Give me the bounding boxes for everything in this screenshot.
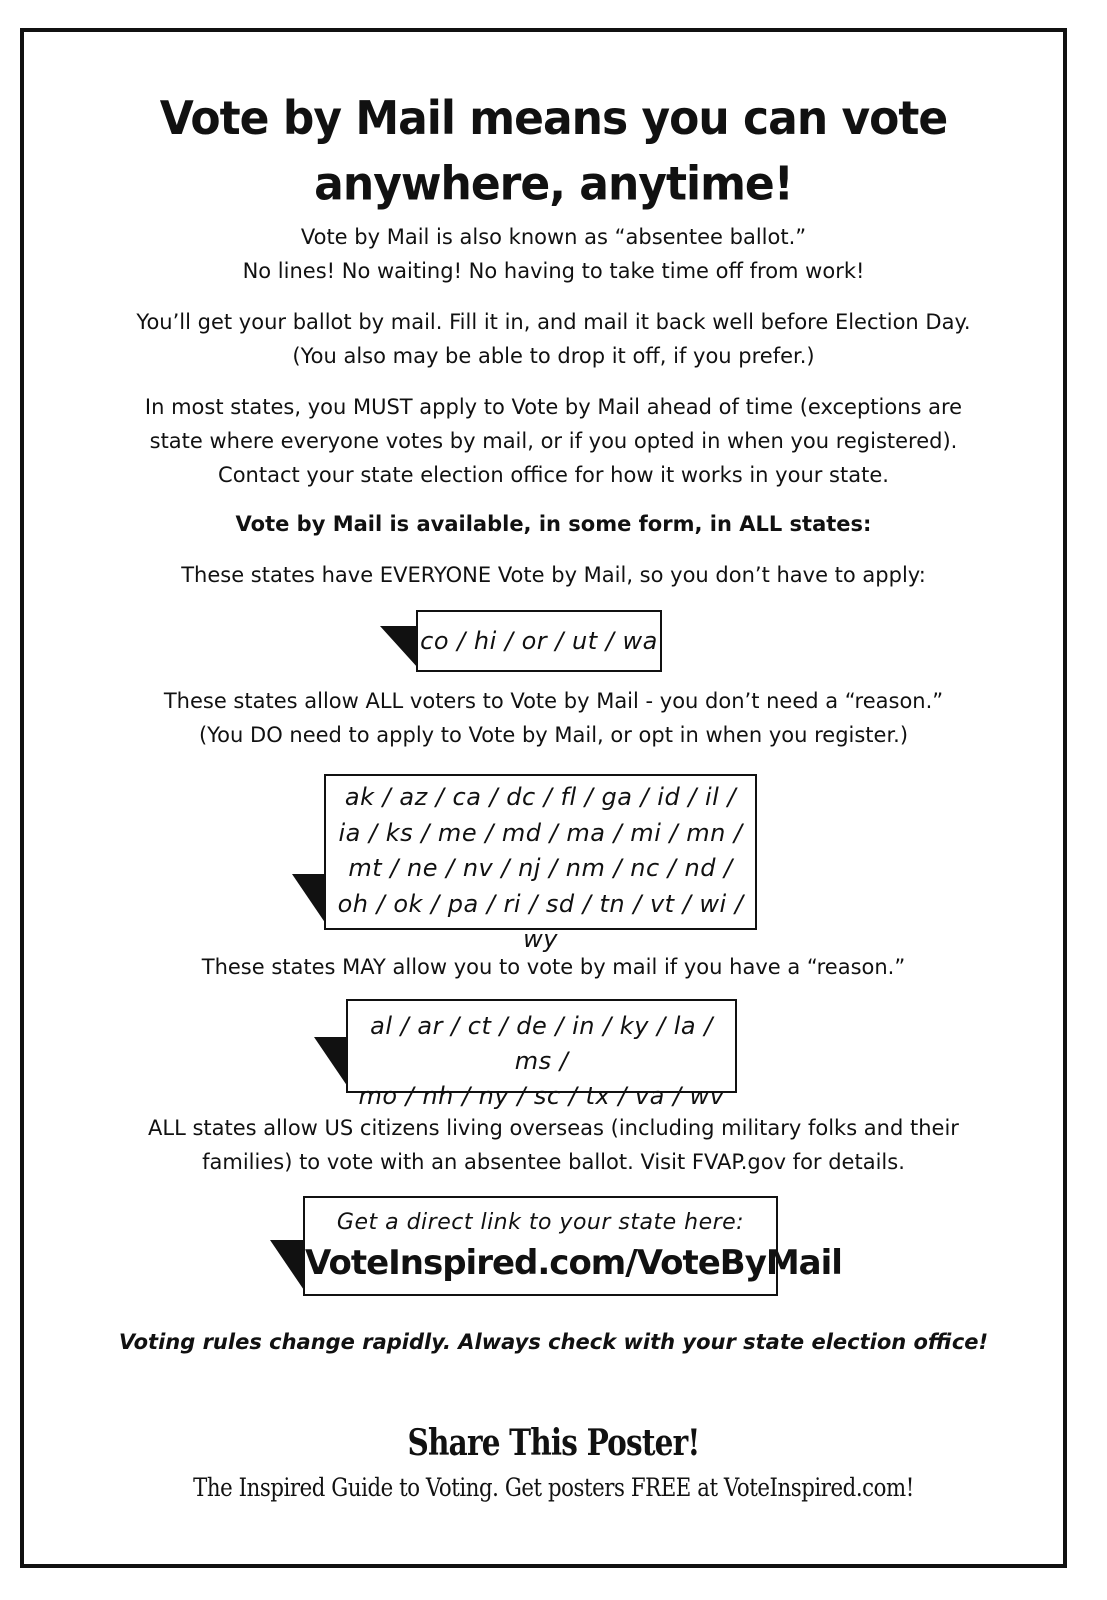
overseas-line-2: families) to vote with an absentee ballot. Visit FVAP.gov for details. [202,1150,905,1174]
rules-warning: Voting rules change rapidly. Always check with your state election office! [118,1330,989,1354]
apply-paragraph [0,390,1107,492]
ballot-paragraph [0,305,1107,373]
everyone-states: co / hi / or / ut / wa [420,627,658,655]
reason-states-line-1: al / ar / ct / de / in / ky / la / ms / [370,1012,713,1075]
title-line-1: Vote by Mail means you can vote [159,92,948,146]
apply-line-1: In most states, you MUST apply to Vote by Mail ahead of time (exceptions are [144,395,963,419]
apply-line-2: state where everyone votes by mail, or if you opted in when you registered). [149,429,958,453]
all-voters-states-line-1: ak / az / ca / dc / fl / ga / id / il / [344,783,737,811]
box-shadow-triangle [380,626,418,668]
overseas-paragraph [0,1111,1107,1179]
everyone-text: These states have EVERYONE Vote by Mail, so you don’t have to apply: [181,563,926,587]
all-voters-states-line-3: mt / ne / nv / nj / nm / nc / nd / [348,854,733,882]
ballot-line-2: (You also may be able to drop it off, if you prefer.) [292,344,815,368]
footer-credit: The Inspired Guide to Voting. Get posters FREE at VoteInspired.com! [193,1473,914,1502]
state-link-url[interactable]: VoteInspired.com/VoteByMail [305,1243,842,1283]
all-voters-states-line-4: oh / ok / pa / ri / sd / tn / vt / wi / wy [337,889,744,953]
state-link-label: Get a direct link to your state here: [336,1210,745,1235]
title-line-2: anywhere, anytime! [314,157,793,211]
all-voters-paragraph [0,684,1107,752]
all-voters-line-2: (You DO need to apply to Vote by Mail, or opt in when you register.) [198,723,909,747]
reason-states-box [346,999,737,1110]
reason-text: These states MAY allow you to vote by mail if you have a “reason.” [201,955,906,979]
all-voters-states-box [324,774,757,953]
state-link-box [303,1196,842,1296]
apply-line-3: Contact your state election office for how it works in your state. [218,463,889,487]
poster-title [0,87,1107,217]
all-voters-states-line-2: ia / ks / me / md / ma / mi / mn / [338,818,743,847]
available-heading: Vote by Mail is available, in some form, in ALL states: [235,512,872,536]
ballot-line-1: You’ll get your ballot by mail. Fill it in, and mail it back well before Election Day. [136,310,971,334]
share-poster-heading: Share This Poster! [407,1422,700,1464]
intro-paragraph [0,220,1107,288]
overseas-line-1: ALL states allow US citizens living overseas (including military folks and their [148,1116,959,1140]
intro-line-1: Vote by Mail is also known as “absentee ballot.” [300,225,807,249]
reason-states-line-2: mo / nh / ny / sc / tx / va / wv [358,1082,725,1110]
everyone-states-box [416,610,662,672]
all-voters-line-1: These states allow ALL voters to Vote by Mail - you don’t need a “reason.” [163,689,944,713]
intro-line-2: No lines! No waiting! No having to take time off from work! [242,259,865,283]
